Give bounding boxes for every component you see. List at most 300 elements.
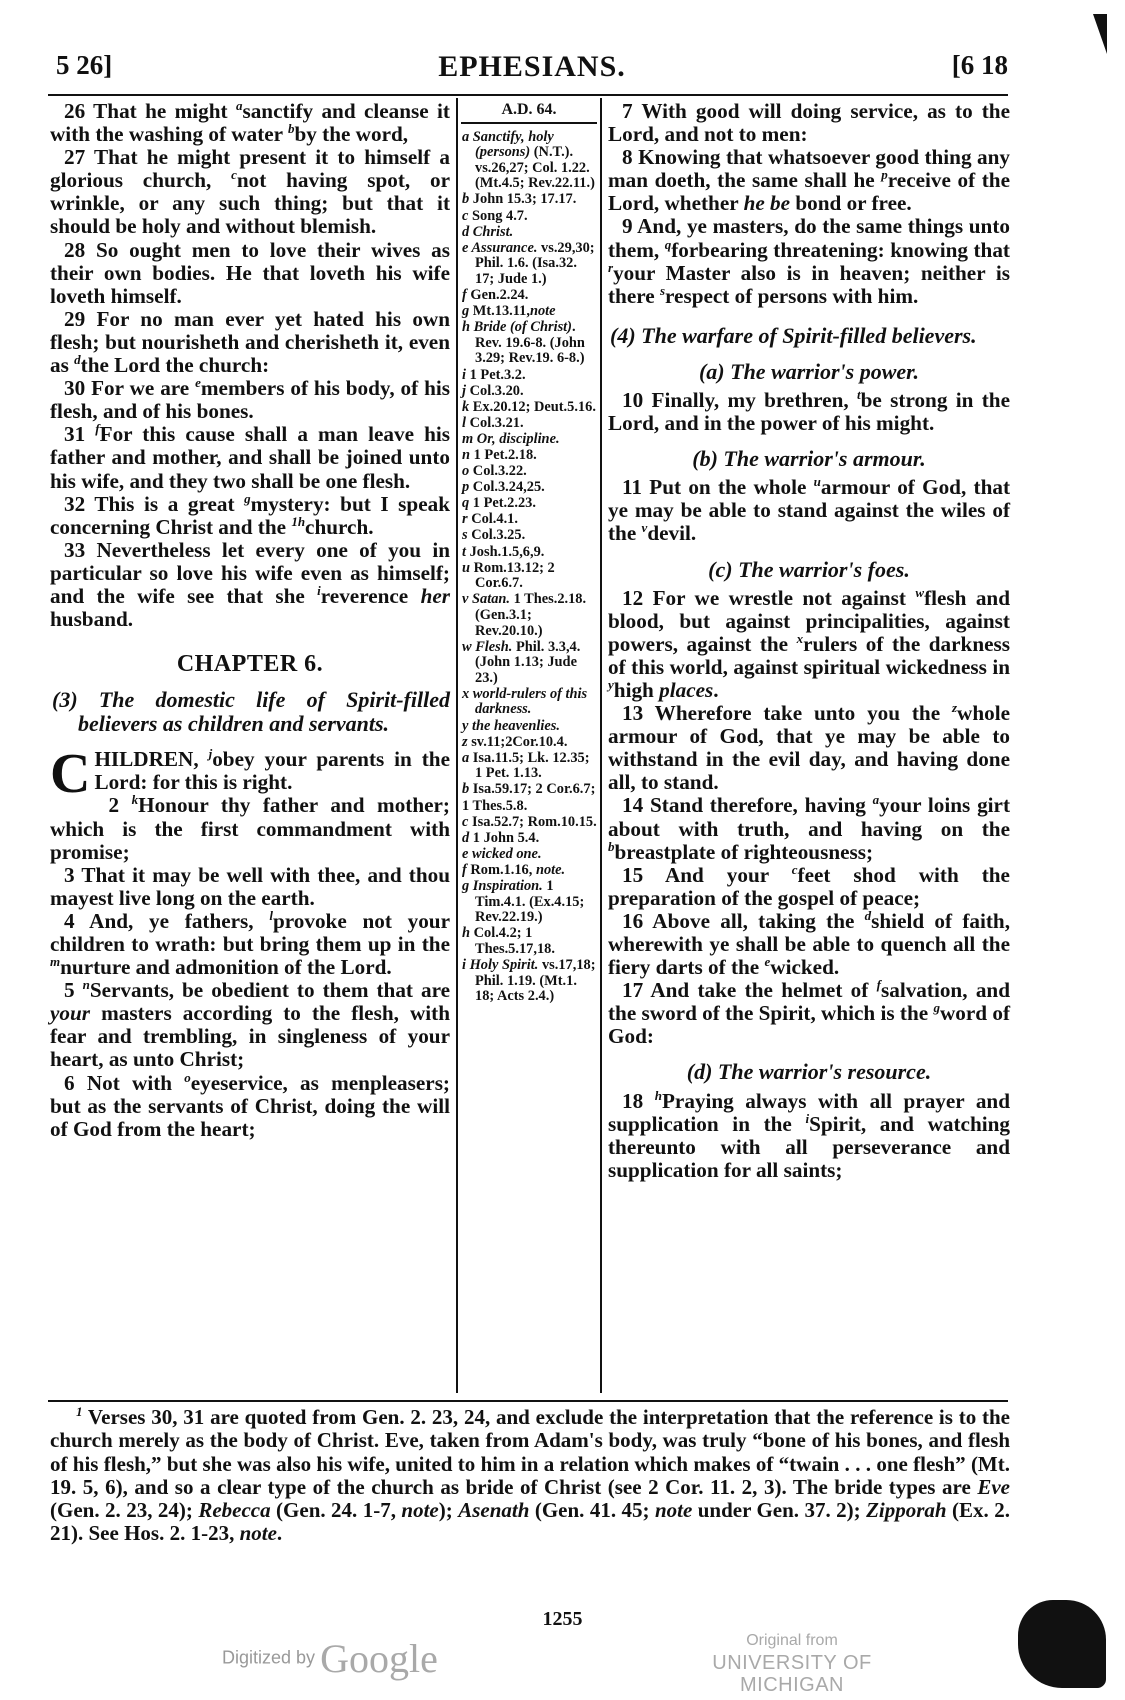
text-run: Col.3.20. — [469, 382, 524, 399]
verse-number: 5 — [64, 978, 83, 1003]
reference-marker: x — [796, 630, 804, 646]
text-run: Praying always with all prayer and supplication in the — [608, 1088, 1011, 1136]
verse-number: 7 — [622, 99, 642, 123]
reference-marker: b — [287, 121, 295, 137]
reference-marker: c — [791, 861, 798, 877]
cross-reference — [461, 545, 597, 561]
verse — [608, 386, 1010, 436]
verse — [608, 1087, 1011, 1182]
text-run: Honour thy father and mother; which is the first commandment with promise; — [50, 793, 450, 864]
text-run: Spirit, and watching thereunto with all perseverance and supplication for all saints; — [608, 1111, 1010, 1182]
verse — [608, 100, 1010, 146]
text-run: Knowing that whatsoever good thing any man doeth, the same shall he — [608, 145, 1011, 193]
verse — [50, 377, 450, 423]
reference-letter: w — [462, 638, 476, 655]
text-run: feet shod with the preparation of the gospel of peace; — [608, 862, 1010, 910]
running-head — [56, 50, 1008, 90]
text-run: 1 Pet.2.18. — [473, 446, 537, 463]
text-run: members of his body, of his flesh, and of his bones. — [50, 376, 451, 424]
verse — [608, 979, 1010, 1048]
reference-letter: c — [462, 207, 472, 224]
reference-marker: a — [872, 792, 880, 808]
text-run: Isa.59.17; 2 Cor.6.7; — [472, 781, 596, 798]
reference-marker: o — [184, 1069, 191, 1085]
reference-marker: v — [641, 520, 648, 536]
cross-reference — [461, 416, 597, 432]
text-run: Isa.11.5; Lk. 12.35; 1 Pet. 1.13. — [472, 749, 590, 782]
italic-text: Or, discipline. — [476, 430, 560, 447]
italic-text: world-rulers of this darkness. — [472, 685, 588, 718]
reference-letter: k — [462, 398, 473, 415]
reference-marker: k — [131, 792, 139, 808]
section-heading: (3) The domestic life of Spirit-filled believers as children and servants. — [52, 687, 450, 737]
italic-text: Satan. — [472, 591, 510, 608]
text-run: For this cause shall a man leave his father and mother, and shall be joined unto his wife, and they two shall be one flesh. — [50, 422, 450, 493]
verse — [50, 979, 450, 1071]
reference-letter: h — [462, 925, 474, 942]
text-run: Col.3.22. — [472, 463, 527, 480]
verse-group — [608, 584, 1011, 1049]
cross-reference — [461, 496, 597, 512]
text-run: your Master also is in heaven; neither is there — [608, 260, 1010, 308]
text-run: Wherefore take unto you the — [654, 701, 952, 726]
text-run: Phil. 3.3,4. (John 1.13; Jude 23.) — [475, 638, 581, 686]
reference-marker: y — [608, 676, 614, 692]
text-run: Col.3.24,25. — [472, 479, 545, 496]
verse-number: 30 — [64, 376, 92, 401]
text-run: (Gen. 24. 1-7, — [270, 1498, 402, 1523]
text-run: John 15.3; 17.17. — [472, 191, 577, 208]
italic-text: Sanctify, holy (persons) — [472, 128, 554, 161]
footnote — [50, 1406, 1010, 1546]
cross-reference — [461, 130, 597, 192]
verse-group — [608, 1087, 1011, 1182]
italic-text: note. — [535, 861, 566, 878]
verse-number: 15 — [622, 862, 665, 887]
cross-reference — [461, 751, 597, 782]
text-run: Isa.52.7; Rom.10.15. — [472, 813, 597, 830]
text-run: sv.11;2Cor.10.4. — [471, 733, 568, 750]
text-run: flesh and blood, but against principalities, against powers, against the — [608, 585, 1011, 656]
verse-group — [608, 100, 1010, 308]
cross-reference — [461, 209, 597, 225]
reference-letter: b — [462, 781, 473, 798]
verse — [50, 864, 450, 910]
reference-letter: i — [462, 366, 470, 383]
verse-group — [608, 476, 1010, 545]
text-run: Ex.20.12; Deut.5.16. — [472, 398, 596, 415]
text-run: That he might — [93, 99, 236, 123]
text-run: armour of God, that ye may be able to stand against the wiles of the — [608, 475, 1010, 546]
italic-text: Asenath — [458, 1498, 530, 1523]
cross-reference — [461, 687, 597, 718]
text-run: your loins girt about with truth, and having on the — [608, 793, 1011, 841]
cross-reference — [461, 512, 597, 528]
italic-text: note — [654, 1498, 693, 1523]
cross-reference — [461, 384, 597, 400]
reference-letter: x — [462, 685, 473, 702]
reference-letter: j — [462, 382, 470, 399]
cross-reference — [461, 863, 597, 879]
reference-letter: g — [462, 878, 473, 894]
text-run: Josh.1.5,6,9. — [469, 543, 545, 560]
running-head-left: 5 26] — [56, 50, 113, 80]
verse — [608, 861, 1010, 910]
text-run: Col.4.1. — [471, 511, 518, 528]
verse-number: 11 — [622, 475, 650, 500]
text-run: Rom.13.12; 2 Cor.6.7. — [473, 559, 555, 592]
reference-marker: g — [244, 490, 251, 506]
text-run: 1 Pet.3.2. — [469, 366, 526, 383]
verse-number: 8 — [622, 145, 639, 170]
verse-group — [50, 97, 451, 632]
reference-letter: i — [462, 956, 470, 973]
verse-group — [50, 794, 450, 1140]
cross-reference — [461, 847, 597, 863]
text-run: For no man ever yet hated his own flesh; but nourisheth and cherisheth it, even as — [50, 306, 451, 378]
reference-letter: d — [462, 223, 473, 240]
cross-reference — [461, 304, 597, 320]
text-run: Put on the whole — [649, 475, 814, 500]
reference-letter: c — [462, 813, 472, 830]
reference-marker: t — [857, 386, 861, 402]
reference-marker: s — [659, 282, 666, 298]
reference-marker: d — [864, 907, 872, 923]
reference-marker: n — [82, 977, 90, 993]
italic-text: Flesh. — [475, 638, 513, 655]
text-run: . — [276, 1521, 283, 1546]
text-run: mystery: but I speak concerning Christ and the — [50, 491, 450, 539]
text-run: high — [613, 677, 660, 702]
text-run: Stand therefore, having — [649, 793, 873, 818]
reference-marker: p — [881, 167, 888, 183]
verse — [50, 794, 450, 863]
cross-reference — [461, 815, 597, 831]
verse-number: 29 — [64, 306, 97, 331]
reference-marker: h — [654, 1087, 662, 1103]
reference-marker: b — [608, 838, 615, 854]
reference-marker: c — [231, 167, 237, 183]
text-run: So ought men to love their wives as their own bodies. He that loveth his wife loveth himself. — [50, 237, 450, 308]
text-run: under Gen. 37. 2); — [692, 1498, 867, 1523]
text-run: Song 4.7. — [472, 207, 528, 224]
italic-text: Bride (of Christ) — [473, 319, 572, 336]
footnote-rule — [48, 1400, 1008, 1402]
text-run: (Ex. 2. 21). See Hos. 2. 1-23, — [50, 1498, 1010, 1546]
sub-heading: (c) The warrior's foes. — [708, 556, 910, 582]
text-run: rulers of the darkness of this world, against spiritual wickedness in — [608, 631, 1011, 679]
original-label: Original from — [746, 1632, 838, 1649]
cross-reference — [461, 225, 597, 241]
reference-letter: u — [462, 559, 474, 576]
drop-cap: C — [50, 743, 91, 806]
verse-number: 13 — [622, 701, 655, 726]
footnote-text — [50, 1405, 1010, 1545]
text-run: (N.T.). vs.26,27; Col. 1.22. (Mt.4.5; Rev.22.11.) — [475, 144, 595, 192]
verse-number: 6 — [64, 1070, 87, 1095]
reference-letter: m — [462, 430, 477, 447]
verse-number: 28 — [64, 237, 96, 262]
reference-marker: u — [813, 474, 821, 490]
verse — [50, 490, 450, 539]
text-run: respect of persons with him. — [665, 283, 919, 308]
reference-letter: t — [462, 543, 470, 560]
verse-number: 3 — [64, 862, 82, 887]
cross-reference-column — [461, 100, 597, 1005]
left-column — [50, 97, 451, 1141]
cross-reference — [461, 561, 597, 592]
verse — [608, 146, 1010, 215]
text-run: reverence — [320, 583, 421, 608]
reference-letter: y — [462, 717, 472, 734]
text-run: Not with — [86, 1070, 185, 1095]
text-run: the Lord the church: — [80, 353, 270, 378]
running-head-right: [6 18 — [951, 50, 1008, 80]
verse — [608, 215, 1010, 307]
digitized-label: Digitized by — [222, 1647, 316, 1668]
verse-text — [94, 747, 450, 794]
column-divider — [600, 98, 602, 1393]
reference-letter: h — [462, 319, 474, 336]
text-run: For we are — [91, 376, 196, 401]
cross-reference — [461, 592, 597, 639]
column-divider — [456, 98, 458, 1393]
text-run: That he might present it to himself a glorious church, — [50, 145, 450, 193]
verse — [50, 1069, 450, 1141]
reference-marker: r — [608, 259, 614, 275]
text-run: Nevertheless let every one of you in particular so love his wife even as himself; and the wife see that she — [50, 537, 450, 608]
italic-word: he be — [743, 191, 791, 216]
cross-reference — [461, 719, 597, 735]
italic-text: note — [529, 303, 556, 320]
verse-number: 4 — [64, 908, 90, 933]
reference-letter: l — [462, 414, 470, 431]
reference-letter: e — [462, 239, 472, 256]
text-run: by the word, — [294, 122, 409, 147]
text-run: That it may be well with thee, and thou mayest live long on the earth. — [50, 862, 450, 910]
reference-letter: r — [462, 511, 472, 528]
verse-number: 33 — [64, 537, 97, 562]
italic-word: her — [420, 583, 450, 608]
reference-marker: j — [208, 746, 213, 762]
text-run: . — [713, 677, 719, 702]
reference-letter: d — [462, 829, 473, 846]
verse-number: 27 — [64, 145, 95, 170]
text-run: eyeservice, as menpleasers; but as the servants of Christ, doing the will of God from the heart; — [50, 1070, 450, 1141]
reference-marker: q — [664, 236, 672, 252]
text-run: ); — [438, 1498, 459, 1523]
verse — [50, 146, 450, 238]
digitized-by-watermark — [222, 1635, 438, 1682]
reference-letter: a — [462, 128, 473, 145]
reference-letter: b — [462, 191, 473, 208]
italic-word: your — [50, 1001, 91, 1026]
verse — [608, 476, 1010, 545]
reference-marker: d — [74, 351, 81, 367]
text-run: obey your parents in the Lord: for this is right. — [94, 747, 450, 795]
reference-marker: l — [269, 907, 273, 923]
cross-reference — [461, 926, 597, 957]
text-run: husband. — [50, 607, 134, 632]
text-run: Rom.1.16, — [470, 861, 536, 878]
text-run: word of God: — [608, 1001, 1010, 1049]
verse — [50, 308, 450, 377]
text-run: Mt.13.11, — [472, 303, 530, 320]
text-run: not having spot, or wrinkle, or any such thing; but that it should be holy and without blemish. — [50, 168, 450, 239]
italic-text: Assurance. — [471, 239, 538, 256]
text-run: 1 Tim.4.1. (Ex.4.15; Rev.22.19.) — [475, 878, 585, 926]
reference-letter: a — [462, 749, 473, 766]
reference-letter: s — [462, 527, 472, 544]
italic-text: Inspiration. — [472, 878, 543, 894]
text-run: Col.3.21. — [469, 414, 524, 431]
chapter-heading: CHAPTER 6. — [176, 651, 324, 678]
text-run: vs.17,18; Phil. 1.19. (Mt.1. 18; Acts 2.4.) — [475, 956, 596, 1005]
page-number: 1255 — [542, 1608, 583, 1630]
italic-text: the heavenlies. — [472, 717, 560, 734]
cross-reference — [461, 958, 597, 1005]
cross-reference — [461, 432, 597, 448]
cross-reference — [461, 831, 597, 847]
running-head-title: EPHESIANS. — [438, 50, 626, 83]
original-from-watermark — [672, 1630, 912, 1696]
text-run: (Gen. 2. 23, 24); — [50, 1498, 199, 1523]
verse-number: 14 — [622, 793, 650, 818]
reference-marker: i — [805, 1110, 810, 1126]
reference-marker: e — [195, 375, 201, 391]
text-run: nurture and admonition of the Lord. — [60, 955, 392, 980]
cross-reference — [461, 735, 597, 751]
text-run: receive of the Lord, whether — [608, 168, 1010, 216]
cross-reference — [461, 320, 597, 367]
cross-reference — [461, 782, 597, 798]
text-run: 1 Pet.2.23. — [472, 495, 536, 512]
text-run: shield of faith, wherewith ye shall be able to quench all the fiery darts of the — [608, 908, 1011, 980]
right-column — [608, 100, 1010, 1182]
text-run: And, ye fathers, — [89, 908, 270, 933]
reference-letter: p — [462, 479, 473, 496]
verse-number: 18 — [622, 1088, 655, 1113]
cross-reference — [461, 241, 597, 288]
verse-number: 16 — [622, 908, 653, 933]
italic-text: note — [239, 1521, 277, 1546]
cross-reference — [461, 368, 597, 384]
reference-marker: i — [317, 582, 321, 598]
reference-marker: 1h — [291, 513, 306, 529]
italic-text: note — [401, 1498, 439, 1523]
reference-letter: f — [462, 287, 471, 304]
reference-marker: g — [933, 1000, 940, 1016]
verse-1 — [50, 743, 450, 806]
italic-text: Eve — [977, 1474, 1010, 1499]
verse — [50, 423, 450, 492]
verse-number: 32 — [64, 491, 95, 516]
text-run: And your — [664, 862, 792, 887]
reference-letter: e — [462, 845, 472, 862]
italic-word: places — [659, 677, 714, 702]
text-run: be strong in the Lord, and in the power of his might. — [608, 387, 1010, 436]
verse-number: 26 — [64, 99, 94, 123]
cross-reference — [461, 528, 597, 544]
verse — [50, 907, 450, 980]
italic-text: Christ. — [472, 223, 514, 240]
reference-marker: z — [951, 700, 958, 715]
reference-marker: e — [764, 954, 771, 970]
google-logo: Google — [320, 1636, 438, 1681]
text-run: For we wrestle not against — [652, 585, 916, 610]
university-label: UNIVERSITY OF MICHIGAN — [712, 1652, 872, 1696]
scan-blot — [1018, 1600, 1106, 1688]
verse — [608, 794, 1010, 863]
text-run: Finally, my brethren, — [651, 387, 857, 412]
header-rule — [48, 94, 1008, 96]
reference-letter: g — [462, 303, 473, 320]
cross-reference — [461, 640, 597, 687]
text-run: provoke not your children to wrath: but bring them up in the — [50, 908, 450, 956]
italic-text: Zipporah — [866, 1498, 947, 1523]
text-run: Above all, taking the — [652, 908, 865, 933]
cross-reference — [461, 879, 597, 926]
verse — [50, 97, 450, 147]
text-run: Gen.2.24. — [470, 287, 529, 304]
footnote-marker: 1 — [76, 1404, 83, 1419]
text-run: salvation, and the sword of the Spirit, which is the — [608, 978, 1010, 1026]
verse-number: 2 — [108, 793, 132, 818]
text-run: 1 Thes.5.8. — [462, 797, 528, 814]
date-heading: A.D. 64. — [461, 100, 597, 124]
cross-reference — [461, 448, 597, 464]
italic-text: Rebecca — [198, 1498, 271, 1523]
reference-marker: a — [235, 97, 243, 113]
text-run: bond or free. — [790, 191, 912, 216]
verse-number: 10 — [622, 387, 652, 412]
verse-number: 12 — [622, 585, 653, 610]
verse — [50, 539, 450, 631]
corner-mark — [1093, 14, 1107, 54]
verse-number: 9 — [622, 214, 638, 239]
text-run: sanctify and cleanse it with the washing of water — [50, 99, 450, 147]
reference-letter: n — [462, 446, 474, 463]
text-run: (Gen. 41. 45; — [529, 1498, 655, 1523]
text-run: 1 John 5.4. — [472, 829, 540, 846]
text-run: masters according to the flesh, with fear and trembling, in singleness of your heart, as unto Christ; — [50, 1001, 450, 1072]
reference-letter: z — [462, 733, 472, 750]
section-heading: (4) The warfare of Spirit-filled believers. — [610, 322, 977, 348]
italic-text: wicked one. — [472, 845, 542, 862]
reference-list — [461, 130, 597, 1005]
text-run: Col.3.25. — [471, 527, 526, 544]
cross-reference — [461, 464, 597, 480]
verse — [608, 584, 1011, 702]
reference-letter: v — [462, 591, 472, 608]
sub-heading: (a) The warrior's power. — [698, 358, 920, 384]
reference-letter: o — [462, 463, 473, 480]
sub-heading: (b) The warrior's armour. — [692, 446, 926, 472]
text-run: This is a great — [94, 491, 245, 516]
reference-letter: f — [462, 861, 471, 878]
text-run: HILDREN, — [94, 747, 209, 772]
reference-marker: f — [876, 977, 881, 993]
text-run: forbearing threatening: knowing that — [671, 237, 1010, 262]
text-run: Col.4.2; 1 Thes.5.17,18. — [473, 925, 555, 957]
text-run: And, ye masters, do the same things unto them, — [608, 214, 1010, 262]
text-run: whole armour of God, that ye may be able to withstand in the evil day, and having done all, to stand. — [608, 701, 1010, 795]
text-run: breastplate of righteousness; — [614, 839, 874, 864]
reference-marker: f — [95, 421, 100, 437]
verse-number: 31 — [64, 422, 96, 447]
cross-reference — [461, 799, 597, 815]
cross-reference — [461, 400, 597, 416]
